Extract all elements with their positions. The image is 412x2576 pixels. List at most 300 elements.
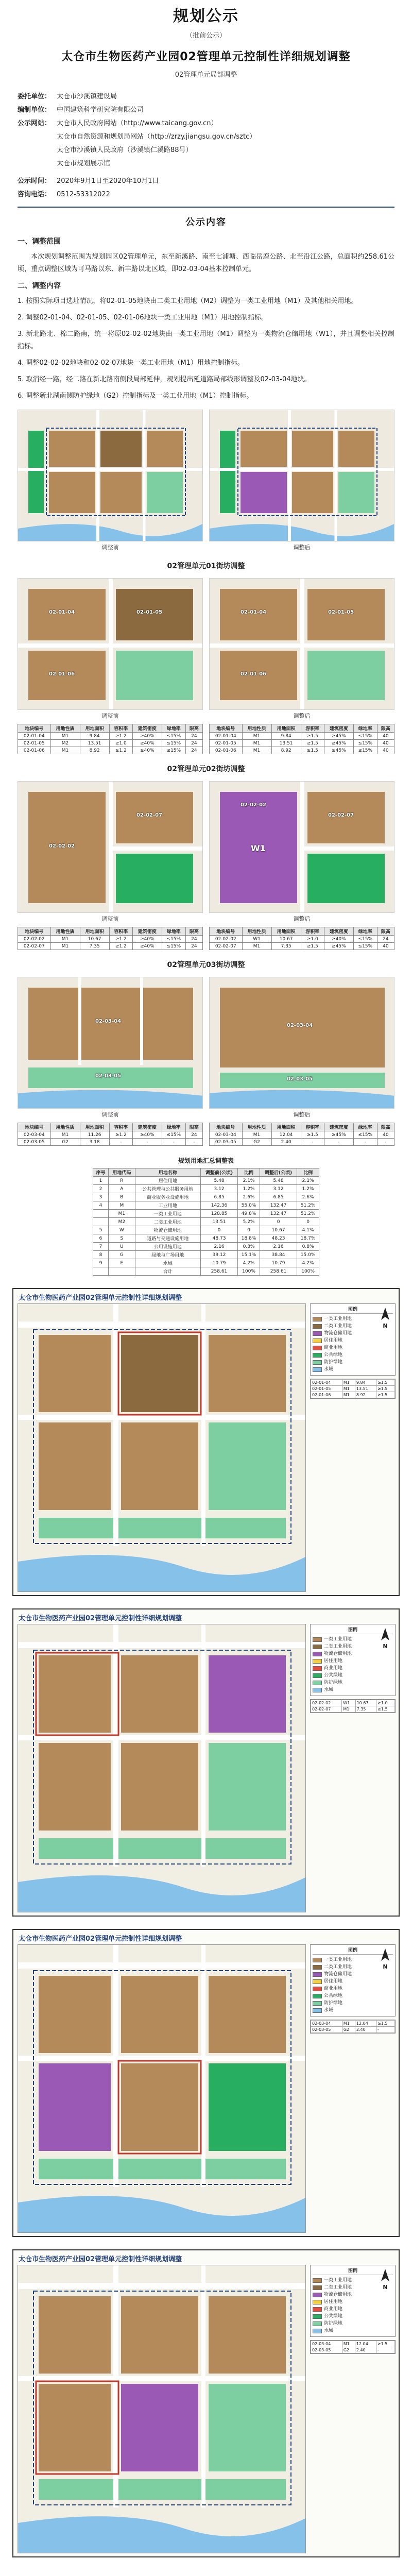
legend-title: 图例 bbox=[313, 1306, 393, 1314]
block2-after-header-cell: 建筑密度 bbox=[324, 927, 353, 936]
table-cell: 18.7% bbox=[297, 1234, 319, 1243]
section-scope-text: 本次规划调整范围为规划园区02管理单元，东至新溪路、南至七浦塘、西临岳鹿公路、北至沿江公路，总面积约258.61公顷，重点调整区域为可马路以东、新丰路以北区域，即02-03-04基本控制单元。 bbox=[18, 253, 394, 273]
legend-swatch bbox=[313, 2307, 322, 2312]
block1-caption-before: 调整前 bbox=[101, 713, 119, 719]
table-cell: W bbox=[109, 1226, 135, 1234]
legend-item bbox=[313, 1686, 393, 1693]
plate-map-svg bbox=[18, 1945, 306, 2233]
table-row bbox=[311, 2341, 395, 2347]
table-cell: 7 bbox=[93, 1243, 109, 1251]
table-cell: - bbox=[162, 1139, 185, 1146]
table-cell: ≥1.5 bbox=[301, 943, 324, 950]
block3-caption-after: 调整后 bbox=[293, 1111, 311, 1118]
table-cell: ≥45% bbox=[324, 740, 353, 747]
content-item-2: 2. 调整02-01-04、02-01-05、02-01-06地块一类工业用地（M1）用地控制指标。 bbox=[18, 314, 268, 321]
table-row bbox=[93, 1259, 319, 1267]
land-balance-header-row bbox=[93, 1168, 319, 1177]
table-cell: 02-03-05 bbox=[18, 1139, 51, 1146]
overview-map-after-image bbox=[209, 410, 394, 541]
plate-sidebar bbox=[310, 1624, 396, 1912]
table-cell: 4.2% bbox=[238, 1259, 260, 1267]
table-row bbox=[93, 1201, 319, 1210]
legend-label: 一类工业用地 bbox=[324, 1316, 352, 1321]
table-cell: 40 bbox=[377, 943, 394, 950]
table-cell: 0 bbox=[238, 1226, 260, 1234]
table-cell: - bbox=[377, 1139, 394, 1146]
table-cell: 40 bbox=[377, 733, 394, 740]
block1-before-header-row bbox=[18, 724, 203, 733]
legend-label: 防护绿地 bbox=[324, 1360, 343, 1365]
designer-value: 中国建筑科学研究院有限公司 bbox=[57, 106, 144, 114]
legend-item bbox=[313, 1672, 393, 1679]
table-cell: ≤15% bbox=[353, 747, 377, 754]
block3-before-header-cell: 限高 bbox=[185, 1123, 202, 1131]
block3-table-after bbox=[209, 1123, 394, 1146]
block3-before-label-1: 02-03-04 bbox=[95, 1019, 122, 1024]
table-cell: 10.79 bbox=[200, 1259, 237, 1267]
table-cell: M1 bbox=[50, 936, 80, 943]
block3-before-header-row bbox=[18, 1123, 203, 1131]
plate-map bbox=[18, 1624, 306, 1912]
block2-map-before-svg bbox=[18, 782, 203, 913]
table-cell: 40 bbox=[377, 1131, 394, 1139]
legend-item bbox=[313, 1679, 393, 1686]
table-cell: 24 bbox=[185, 740, 202, 747]
table-cell: 55.0% bbox=[238, 1201, 260, 1210]
table-cell: 24 bbox=[185, 747, 202, 754]
table-cell: 4.1% bbox=[297, 1226, 319, 1234]
table-cell: 3 bbox=[93, 1193, 109, 1201]
table-cell: 02-02-07 bbox=[311, 1706, 342, 1713]
legend-title: 图例 bbox=[313, 2267, 393, 2275]
block1-map-after bbox=[209, 578, 394, 720]
legend-swatch bbox=[313, 2314, 322, 2319]
block2-map-pair bbox=[0, 781, 412, 923]
plan-plate-4 bbox=[12, 2249, 400, 2557]
legend-label: 商业用地 bbox=[324, 1986, 343, 1991]
table-cell: 132.47 bbox=[260, 1210, 297, 1218]
legend-label: 二类工业用地 bbox=[324, 2285, 352, 2290]
site-value-2[interactable]: 太仓市自然资源和规划局网站（http://zrzy.jiangsu.gov.cn/sztc） bbox=[57, 133, 256, 141]
block3-after-header-cell: 容积率 bbox=[301, 1123, 324, 1131]
content-item-1: 1. 按照实际项目选址情况，将02-01-05地块由二类工业用地（M2）调整为一类工业用地（M1）及其他相关用地。 bbox=[18, 297, 358, 305]
block1-map-before-svg bbox=[18, 579, 203, 710]
block3-before-header-cell: 绿地率 bbox=[162, 1123, 185, 1131]
legend-label: 二类工业用地 bbox=[324, 1964, 352, 1970]
table-row bbox=[93, 1185, 319, 1193]
table-cell: 一类工业用地 bbox=[135, 1210, 200, 1218]
block2-map-after-svg bbox=[210, 782, 394, 913]
legend-label: 防护绿地 bbox=[324, 2321, 343, 2326]
document-title: 规划公示 bbox=[173, 7, 239, 25]
table-cell: 2.1% bbox=[238, 1177, 260, 1185]
overview-map-before-image bbox=[18, 410, 203, 541]
legend-swatch bbox=[313, 1688, 322, 1692]
land-balance-header-cell: 用地名称 bbox=[135, 1168, 200, 1177]
block1-after-label-1: 02-01-04 bbox=[241, 609, 267, 615]
plan-plates bbox=[0, 1288, 412, 2557]
legend-label: 物流仓储用地 bbox=[324, 1972, 352, 1977]
table-cell: 0 bbox=[260, 1218, 297, 1226]
plan-plate-3 bbox=[12, 1929, 400, 2237]
table-cell: ≥40% bbox=[132, 733, 162, 740]
block1-after-label-3: 02-01-06 bbox=[241, 671, 267, 677]
table-cell: ≤15% bbox=[162, 733, 185, 740]
legend-label: 公共绿地 bbox=[324, 2314, 343, 2319]
legend-label: 二类工业用地 bbox=[324, 1644, 352, 1649]
block1-after-label-2: 02-01-05 bbox=[328, 609, 354, 615]
block3-after-header-cell: 绿地率 bbox=[353, 1123, 377, 1131]
table-cell: 02-03-04 bbox=[311, 2021, 342, 2027]
info-row-designer bbox=[18, 104, 394, 117]
table-row bbox=[210, 747, 394, 754]
legend-title: 图例 bbox=[313, 1626, 393, 1634]
table-cell: ≥1.2 bbox=[109, 943, 132, 950]
legend-label: 防护绿地 bbox=[324, 1680, 343, 1685]
land-balance-header-cell: 序号 bbox=[93, 1168, 109, 1177]
legend-item bbox=[313, 2306, 393, 2313]
table-cell: 6 bbox=[93, 1234, 109, 1243]
legend-swatch bbox=[313, 1673, 322, 1678]
legend-swatch bbox=[313, 1637, 322, 1642]
site-value-1[interactable]: 太仓市人民政府网站（http://www.taicang.gov.cn） bbox=[57, 120, 218, 127]
table-cell: ≥1.5 bbox=[301, 1131, 324, 1139]
block1-before-label-1: 02-01-04 bbox=[49, 609, 75, 615]
table-cell: 24 bbox=[185, 733, 202, 740]
table-cell: ≤15% bbox=[162, 740, 185, 747]
table-cell: B bbox=[109, 1193, 135, 1201]
table-cell: G2 bbox=[242, 1139, 271, 1146]
plate-sidebar bbox=[310, 2265, 396, 2553]
legend-item bbox=[313, 1985, 393, 1992]
north-label: N bbox=[383, 2284, 388, 2291]
table-cell: ≥1.5 bbox=[376, 2341, 394, 2347]
block1-table-pair bbox=[0, 724, 412, 754]
period-label: 公示时间： bbox=[18, 177, 52, 185]
north-arrow-icon bbox=[379, 1948, 391, 1970]
land-balance-header-cell: 调整后(公顷) bbox=[260, 1168, 297, 1177]
table-cell: 6.85 bbox=[200, 1193, 237, 1201]
table-row bbox=[311, 1380, 395, 1386]
table-cell: M1 bbox=[50, 733, 80, 740]
legend-swatch bbox=[313, 2293, 322, 2297]
table-cell: M1 bbox=[342, 1392, 355, 1398]
table-row bbox=[311, 2021, 395, 2027]
legend-swatch bbox=[313, 1965, 322, 1970]
block1-table-before bbox=[18, 724, 203, 754]
block3-after-header-cell: 用地面积 bbox=[271, 1123, 301, 1131]
legend-label: 居住用地 bbox=[324, 1658, 343, 1664]
block1-map-before bbox=[18, 578, 203, 720]
legend-label: 物流仓储用地 bbox=[324, 2292, 352, 2297]
project-title: 太仓市生物医药产业园02管理单元控制性详细规划调整 bbox=[61, 50, 351, 63]
plate-map bbox=[18, 1944, 306, 2233]
plate-map bbox=[18, 1303, 306, 1592]
table-cell: ≥40% bbox=[132, 747, 162, 754]
block2-before-header-cell: 用地面积 bbox=[80, 927, 109, 936]
table-cell: ≤15% bbox=[353, 943, 377, 950]
content-item-6: 6. 调整新北湖南侧防护绿地（G2）控制指标及一类工业用地（M1）控制指标。 bbox=[18, 392, 253, 400]
legend-swatch bbox=[313, 2300, 322, 2304]
table-row bbox=[311, 1700, 395, 1706]
block3-after-label-2: 02-03-05 bbox=[287, 1076, 313, 1082]
table-cell: G2 bbox=[342, 2347, 355, 2353]
table-cell: 7.35 bbox=[80, 943, 109, 950]
table-cell: - bbox=[132, 1139, 162, 1146]
legend-label: 公共绿地 bbox=[324, 1993, 343, 1998]
block2-after-header-cell: 限高 bbox=[377, 927, 394, 936]
block1-title: 02管理单元01街坊调整 bbox=[167, 562, 245, 570]
plate-map-svg bbox=[18, 1624, 306, 1912]
legend-swatch bbox=[313, 1324, 322, 1329]
table-cell: ≥1.5 bbox=[376, 1706, 395, 1713]
plate-map-svg bbox=[18, 1304, 306, 1592]
table-cell: 5.48 bbox=[260, 1177, 297, 1185]
legend-label: 商业用地 bbox=[324, 1345, 343, 1350]
table-cell: 24 bbox=[185, 936, 202, 943]
block2-map-after-image bbox=[209, 781, 394, 913]
site-label: 公示网站： bbox=[18, 120, 52, 127]
table-cell: 12.04 bbox=[355, 2341, 376, 2347]
table-cell: M bbox=[109, 1201, 135, 1210]
table-cell: ≥40% bbox=[132, 1131, 162, 1139]
table-cell: 02-01-06 bbox=[210, 747, 243, 754]
legend-swatch bbox=[313, 1645, 322, 1649]
block3-map-before-svg bbox=[18, 977, 203, 1109]
table-row bbox=[93, 1177, 319, 1185]
block2-map-before bbox=[18, 781, 203, 923]
table-row bbox=[93, 1234, 319, 1243]
table-cell: 39.12 bbox=[200, 1251, 237, 1259]
block3-table-before bbox=[18, 1123, 203, 1146]
table-cell: 02-03-04 bbox=[311, 2341, 342, 2347]
table-cell: 0.8% bbox=[297, 1243, 319, 1251]
block3-after-header-cell: 地块编号 bbox=[210, 1123, 243, 1131]
table-cell: W1 bbox=[242, 936, 271, 943]
legend-swatch bbox=[313, 2278, 322, 2283]
content-title: 公示内容 bbox=[185, 217, 227, 228]
block2-after-header-cell: 用地性质 bbox=[242, 927, 271, 936]
table-cell: ≤15% bbox=[353, 733, 377, 740]
legend-swatch bbox=[313, 1958, 322, 1962]
table-cell: ≥1.2 bbox=[109, 733, 132, 740]
table-cell: ≥1.5 bbox=[376, 2021, 394, 2027]
plate-index-table bbox=[310, 1699, 396, 1713]
table-cell: - bbox=[353, 1139, 377, 1146]
table-cell: 132.47 bbox=[260, 1201, 297, 1210]
block1-before-header-cell: 绿地率 bbox=[162, 724, 185, 733]
legend-swatch bbox=[313, 1994, 322, 1998]
block3-before-header-cell: 容积率 bbox=[109, 1123, 132, 1131]
block2-after-header-cell: 用地面积 bbox=[271, 927, 301, 936]
legend-swatch bbox=[313, 1659, 322, 1664]
table-cell: 24 bbox=[377, 936, 394, 943]
table-cell: 7.35 bbox=[355, 1706, 376, 1713]
table-cell: 9 bbox=[93, 1259, 109, 1267]
block2-before-header-cell: 限高 bbox=[185, 927, 202, 936]
block2-after-label-w1: W1 bbox=[251, 843, 266, 853]
block2-after-header-cell: 容积率 bbox=[301, 927, 324, 936]
legend-swatch bbox=[313, 2321, 322, 2326]
table-cell: 2.40 bbox=[355, 2347, 376, 2353]
table-cell: 51.2% bbox=[297, 1201, 319, 1210]
legend-swatch bbox=[313, 1367, 322, 1372]
table-cell: G2 bbox=[50, 1139, 80, 1146]
table-row bbox=[311, 2027, 395, 2033]
plan-plate-2 bbox=[12, 1608, 400, 1917]
north-label: N bbox=[383, 1643, 388, 1650]
table-cell: M2 bbox=[109, 1218, 135, 1226]
block2-before-header-cell: 绿地率 bbox=[162, 927, 185, 936]
table-row bbox=[93, 1267, 319, 1276]
table-row bbox=[311, 1392, 395, 1398]
section-scope bbox=[0, 228, 412, 402]
table-cell: 12.04 bbox=[271, 1131, 301, 1139]
table-cell bbox=[93, 1218, 109, 1226]
block2-after-header-cell: 绿地率 bbox=[353, 927, 377, 936]
table-cell: 13.51 bbox=[355, 1386, 376, 1392]
table-row bbox=[18, 936, 203, 943]
block3-before-header-cell: 用地性质 bbox=[50, 1123, 80, 1131]
table-cell: 5.2% bbox=[238, 1218, 260, 1226]
site-value-4: 太仓市规划展示馆 bbox=[57, 160, 111, 167]
table-cell: 10.67 bbox=[355, 1700, 376, 1706]
legend-label: 水域 bbox=[324, 1687, 334, 1692]
table-cell: M2 bbox=[50, 740, 80, 747]
table-cell: ≤15% bbox=[353, 740, 377, 747]
block3-after-label-1: 02-03-04 bbox=[287, 1023, 313, 1028]
legend-swatch bbox=[313, 2285, 322, 2290]
table-cell: 24 bbox=[185, 943, 202, 950]
land-balance-title: 规划用地汇总调整表 bbox=[178, 1157, 234, 1164]
legend-label: 一类工业用地 bbox=[324, 1637, 352, 1642]
table-cell: ≥1.5 bbox=[376, 1380, 394, 1386]
table-row bbox=[93, 1243, 319, 1251]
legend-label: 居住用地 bbox=[324, 2299, 343, 2304]
designer-label: 编制单位： bbox=[18, 106, 52, 114]
north-arrow-icon bbox=[379, 1628, 391, 1650]
table-cell: 18.8% bbox=[238, 1234, 260, 1243]
block2-caption-after: 调整后 bbox=[293, 916, 311, 922]
block1-after-header-cell: 绿地率 bbox=[353, 724, 377, 733]
table-cell: S bbox=[109, 1234, 135, 1243]
table-cell: ≥1.2 bbox=[109, 936, 132, 943]
legend-swatch bbox=[313, 1317, 322, 1321]
block2-before-header-cell: 容积率 bbox=[109, 927, 132, 936]
table-cell: - bbox=[301, 1139, 324, 1146]
table-cell bbox=[93, 1267, 109, 1276]
block2-table-before bbox=[18, 927, 203, 950]
table-cell: 128.85 bbox=[200, 1210, 237, 1218]
table-cell: 15.0% bbox=[297, 1251, 319, 1259]
table-cell: M1 bbox=[50, 943, 80, 950]
table-row bbox=[210, 1139, 394, 1146]
table-cell: 2.6% bbox=[297, 1193, 319, 1201]
legend-label: 水域 bbox=[324, 2008, 334, 2013]
block1-before-header-cell: 地块编号 bbox=[18, 724, 51, 733]
land-balance-header-cell: 调整前(公顷) bbox=[200, 1168, 237, 1177]
table-cell: 8 bbox=[93, 1251, 109, 1259]
table-cell: 100% bbox=[297, 1267, 319, 1276]
legend-item bbox=[313, 1992, 393, 1999]
table-cell: 13.51 bbox=[80, 740, 109, 747]
header-divider bbox=[18, 207, 394, 208]
table-row bbox=[210, 733, 394, 740]
overview-map-before bbox=[18, 410, 203, 551]
legend-label: 水域 bbox=[324, 1367, 334, 1372]
block1-table-after bbox=[209, 724, 394, 754]
block2-before-label-2: 02-02-07 bbox=[136, 812, 163, 818]
legend-item bbox=[313, 1665, 393, 1672]
table-cell: 6.85 bbox=[260, 1193, 297, 1201]
table-cell: ≤15% bbox=[162, 943, 185, 950]
plate-index-table bbox=[310, 2020, 396, 2033]
legend-item bbox=[313, 2313, 393, 2320]
table-row bbox=[18, 733, 203, 740]
table-cell: 3.12 bbox=[260, 1185, 297, 1193]
plate-index-table bbox=[310, 2340, 396, 2354]
block3-before-label-2: 02-03-05 bbox=[95, 1073, 122, 1079]
block2-after-header-row bbox=[210, 927, 394, 936]
block3-before-header-cell: 地块编号 bbox=[18, 1123, 51, 1131]
table-cell: ≤15% bbox=[353, 1131, 377, 1139]
table-row bbox=[18, 943, 203, 950]
legend-swatch bbox=[313, 1979, 322, 1984]
table-cell: ≥40% bbox=[132, 936, 162, 943]
block1-before-header-cell: 建筑密度 bbox=[132, 724, 162, 733]
table-row bbox=[93, 1218, 319, 1226]
table-cell bbox=[109, 1267, 135, 1276]
table-cell: M1 bbox=[342, 1380, 355, 1386]
table-cell: G bbox=[109, 1251, 135, 1259]
legend-swatch bbox=[313, 1338, 322, 1343]
table-cell: M1 bbox=[242, 747, 271, 754]
plate-sidebar bbox=[310, 1303, 396, 1592]
table-row bbox=[210, 936, 394, 943]
plate-sidebar bbox=[310, 1944, 396, 2233]
table-cell: ≥45% bbox=[324, 747, 353, 754]
table-cell: - bbox=[185, 1139, 202, 1146]
table-cell: 9.84 bbox=[355, 1380, 376, 1386]
table-row bbox=[93, 1210, 319, 1218]
table-cell: 100% bbox=[238, 1267, 260, 1276]
table-cell: ≥40% bbox=[324, 936, 353, 943]
table-cell: 1 bbox=[93, 1177, 109, 1185]
table-cell: 2.16 bbox=[200, 1243, 237, 1251]
table-cell: ≤15% bbox=[353, 936, 377, 943]
table-cell: 5 bbox=[93, 1226, 109, 1234]
overview-map-after bbox=[209, 410, 394, 551]
table-cell: ≥40% bbox=[132, 740, 162, 747]
table-cell: 公用设施用地 bbox=[135, 1243, 200, 1251]
block1-after-header-cell: 地块编号 bbox=[210, 724, 243, 733]
table-row bbox=[93, 1226, 319, 1234]
block3-after-header-cell: 限高 bbox=[377, 1123, 394, 1131]
table-row bbox=[93, 1193, 319, 1201]
legend-item bbox=[313, 1366, 393, 1373]
table-cell: 二类工业用地 bbox=[135, 1218, 200, 1226]
overview-caption-after: 调整后 bbox=[293, 544, 311, 551]
legend-swatch bbox=[313, 1346, 322, 1350]
table-cell: A bbox=[109, 1185, 135, 1193]
legend-swatch bbox=[313, 1353, 322, 1358]
legend-item bbox=[313, 1971, 393, 1978]
table-cell: ≥1.5 bbox=[376, 1386, 394, 1392]
table-cell: 40 bbox=[377, 740, 394, 747]
legend-label: 水域 bbox=[324, 2328, 334, 2333]
info-row-org bbox=[18, 90, 394, 104]
table-cell: - bbox=[376, 2347, 394, 2353]
